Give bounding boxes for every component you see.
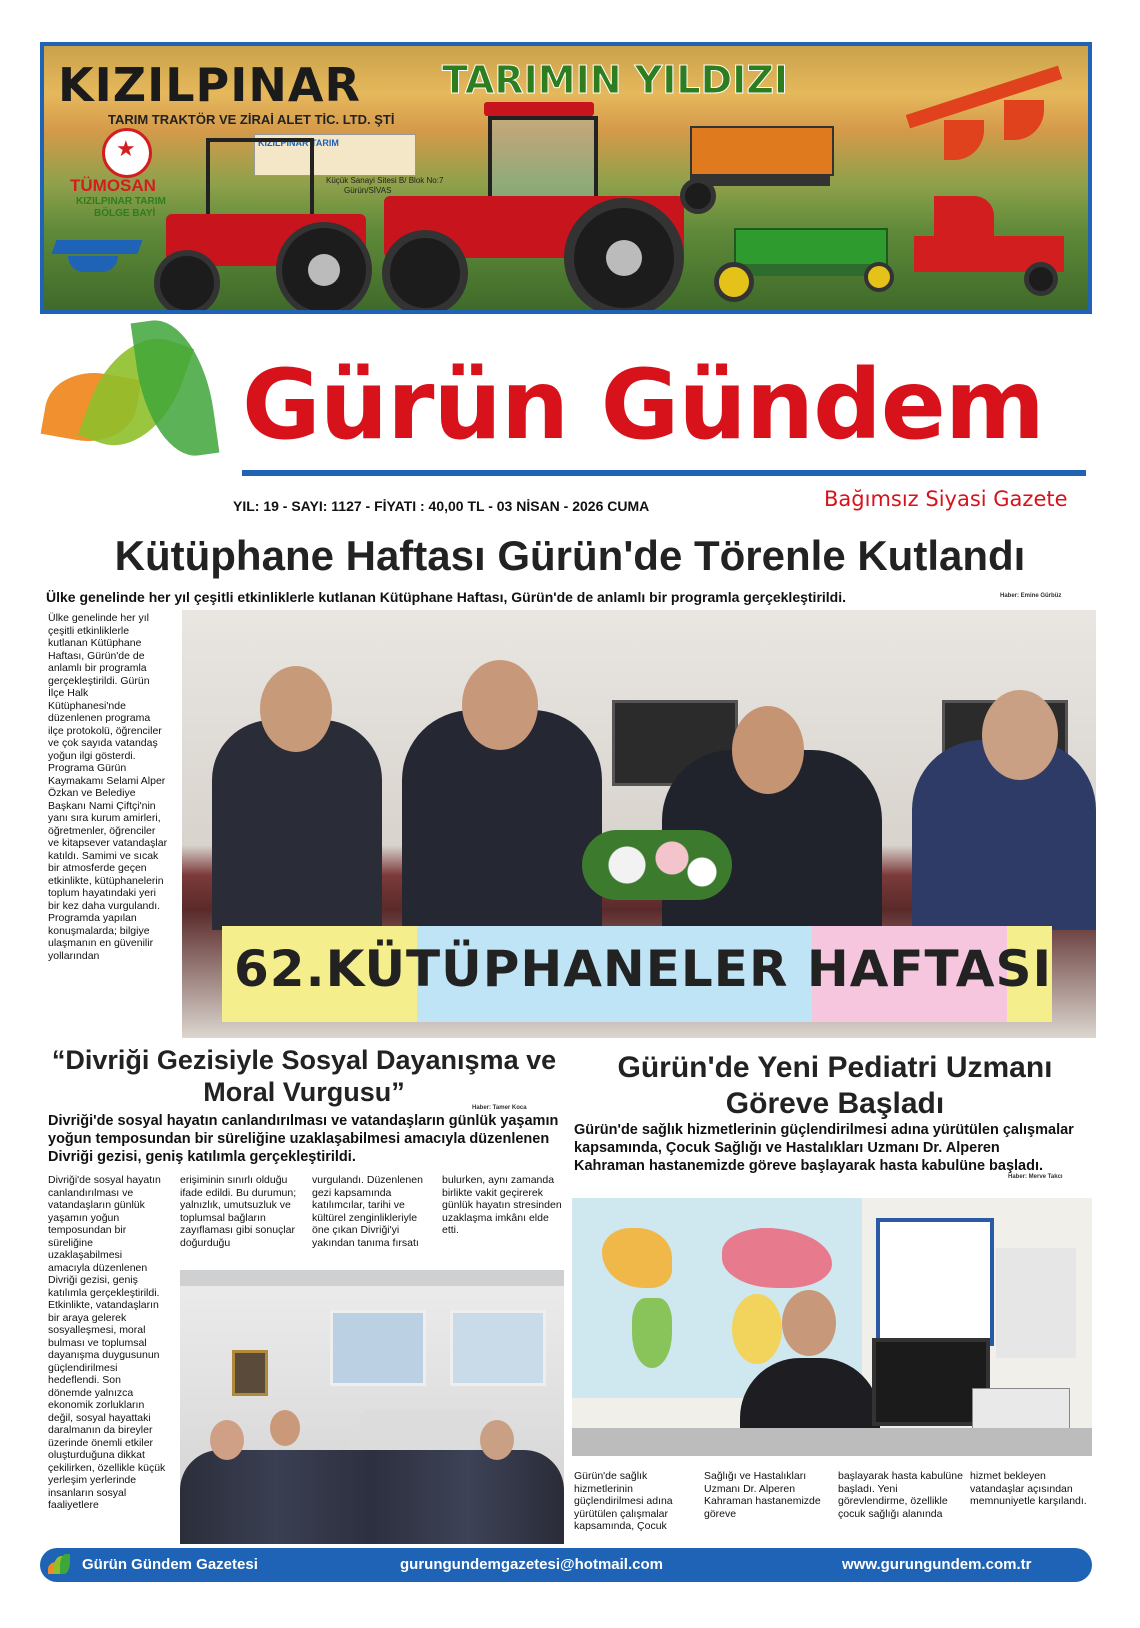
red-plough-image [884, 60, 1074, 180]
ad-slogan: TARIMIN YILDIZI [442, 58, 789, 102]
story3-byline: Haber: Merve Takcı [1008, 1174, 1063, 1180]
story2-subhead: Divriği'de sosyal hayatın canlandırılması ve vatandaşların günlük yaşamın yoğun temposundan bir süreliğine uzaklaşabilmesi amacıyla düzenlenen Divriği gezisi, geniş katılımla gerçekleştirildi. [48, 1113, 559, 1165]
lead-photo-banner-text: 62.KÜTÜPHANELER HAFTASI [234, 940, 1053, 998]
red-mower-image [904, 196, 1074, 306]
story3-subhead: Gürün'de sağlık hizmetlerinin güçlendirilmesi adına yürütülen çalışmalar kapsamında, Çocuk Sağlığı ve Hastalıkları Uzmanı Dr. Alperen Kahraman hastanemizde göreve başlayarak hasta kabulüne başladı. [574, 1122, 1074, 1174]
lead-subhead: Ülke genelinde her yıl çeşitli etkinliklerle kutlanan Kütüphane Haftası, Gürün'de de anlamlı bir programla gerçekleştirildi. [46, 589, 847, 605]
footer-leaf-icon [48, 1554, 70, 1576]
footer-paper-name: Gürün Gündem Gazetesi [82, 1556, 258, 1573]
lead-photo[interactable] [182, 610, 1096, 1038]
story3-column-1: Gürün'de sağlık hizmetlerinin güçlendirilmesi adına yürütülen çalışmalar kapsamında, Çocuk [574, 1470, 673, 1532]
story2-column-3: vurgulandı. Düzenlenen gezi kapsamında katılımcılar, tarihi ve kültürel zenginlikleriyle öne çıkan Divriği'yi yakından tanıma fırsatı [312, 1174, 423, 1249]
story2-headline[interactable]: “Divriği Gezisiyle Sosyal Dayanışma ve Moral Vurgusu” [51, 1045, 557, 1107]
story2-byline: Haber: Tamer Koca [472, 1105, 527, 1111]
footer-email-link[interactable]: gurungundemgazetesi@hotmail.com [400, 1556, 663, 1573]
ad-brand: KIZILPINAR [58, 58, 361, 112]
story2-column-4: bulurken, aynı zamanda birlikte vakit geçirerek günlük hayatın stresinden uzaklaşma imkânı elde etti. [442, 1174, 562, 1236]
ad-company: TARIM TRAKTÖR VE ZİRAİ ALET TİC. LTD. ŞTİ [108, 112, 395, 127]
ad-address-line1: Küçük Sanayi Sitesi B/ Blok No:7 [326, 176, 444, 185]
story3-column-4: hizmet bekleyen vatandaşlar açısından memnuniyetle karşılandı. [970, 1470, 1087, 1507]
masthead-leaf-green [131, 314, 220, 462]
ad-address-line2: Gürün/SİVAS [344, 186, 392, 195]
story2-photo[interactable] [180, 1270, 564, 1544]
small-tractor-image [136, 138, 376, 314]
story3-column-2: Sağlığı ve Hastalıkları Uzmanı Dr. Alperen Kahraman hastanemizde göreve [704, 1470, 821, 1520]
ad-dealer-line1: KIZILPINAR TARIM [76, 196, 166, 207]
ad-card-title: KIZILPINAR TARIM [258, 138, 339, 148]
lead-byline: Haber: Emine Gürbüz [1000, 593, 1062, 599]
orange-seeder-image [680, 118, 840, 218]
footer-website-link[interactable]: www.gurungundem.com.tr [842, 1556, 1032, 1573]
newspaper-name: Gürün Gündem [242, 349, 1044, 461]
story3-column-3: başlayarak hasta kabulüne başladı. Yeni görevlendirme, özellikle çocuk sağlığı alanında [838, 1470, 963, 1520]
lead-headline[interactable]: Kütüphane Haftası Gürün'de Törenle Kutlandı [114, 532, 1026, 579]
footer-bar [40, 1548, 1092, 1582]
story3-photo[interactable] [572, 1198, 1092, 1456]
newspaper-tagline: Bağımsız Siyasi Gazete [824, 487, 1068, 511]
story2-column-2: erişiminin sınırlı olduğu ifade edildi. Bu durumun; yalnızlık, umutsuzluk ve toplumsal bağların zayıflaması gibi sonuçlar doğurduğu [180, 1174, 297, 1249]
green-seeder-image [714, 218, 894, 308]
story2-column-1: Divriği'de sosyal hayatın canlandırılması ve vatandaşların günlük yaşamın yoğun temposundan bir süreliğine uzaklaşabilmesi amacıyla düzenlenen Divriği gezisi, geniş katılımla gerçekleştirildi. Etkinlikte, vatandaşların bir araya gelerek sosyalleşmesi, moral bulması ve toplumsal dayanışma duygusunun güçlendirilmesi hedeflendi. Son dönemde yalnızca ekonomik zorlukların değil, sosyal hayattaki daralmanın da bireyler üzerinde önemli etkiler oluşturduğuna dikkat çekilirken, özellikle küçük yerleşim yerlerinde insanların sosyal faaliyetlere [48, 1174, 166, 1511]
lead-body-text: Ülke genelinde her yıl çeşitli etkinliklerle kutlanan Kütüphane Haftası, Gürün'de de anlamlı bir programla gerçekleştirildi. Gürün İlçe Halk Kütüphanesi'nde düzenlenen programa ilçe protokolü, öğrenciler ve çok sayıda vatandaş yoğun ilgi gösterdi. Programa Gürün Kaymakamı Selami Alper Özkan ve Belediye Başkanı Nami Çiftçi'nin yanı sıra kurum amirleri, öğretmenler, öğrenciler ve kitapsever vatandaşlar katıldı. Samimi ve sıcak bir atmosferde geçen etkinlikte, kütüphanelerin toplum hayatındaki yeri bir kez daha vurgulandı. Programda yapılan konuşmalarda; bilgiye ulaşmanın en güvenilir yollarından [48, 612, 168, 962]
large-tractor-image [364, 102, 694, 314]
masthead-rule [242, 470, 1086, 476]
advertisement-banner[interactable] [40, 42, 1092, 314]
story3-headline[interactable]: Gürün'de Yeni Pediatri Uzmanı Göreve Başladı [617, 1051, 1053, 1120]
ad-tumosan: TÜMOSAN [70, 176, 156, 195]
ad-dealer-line2: BÖLGE BAYİ [94, 208, 156, 219]
issue-info: YIL: 19 - SAYI: 1127 - FİYATI : 40,00 TL - 03 NİSAN - 2026 CUMA [233, 498, 650, 514]
plough-image [54, 222, 144, 282]
